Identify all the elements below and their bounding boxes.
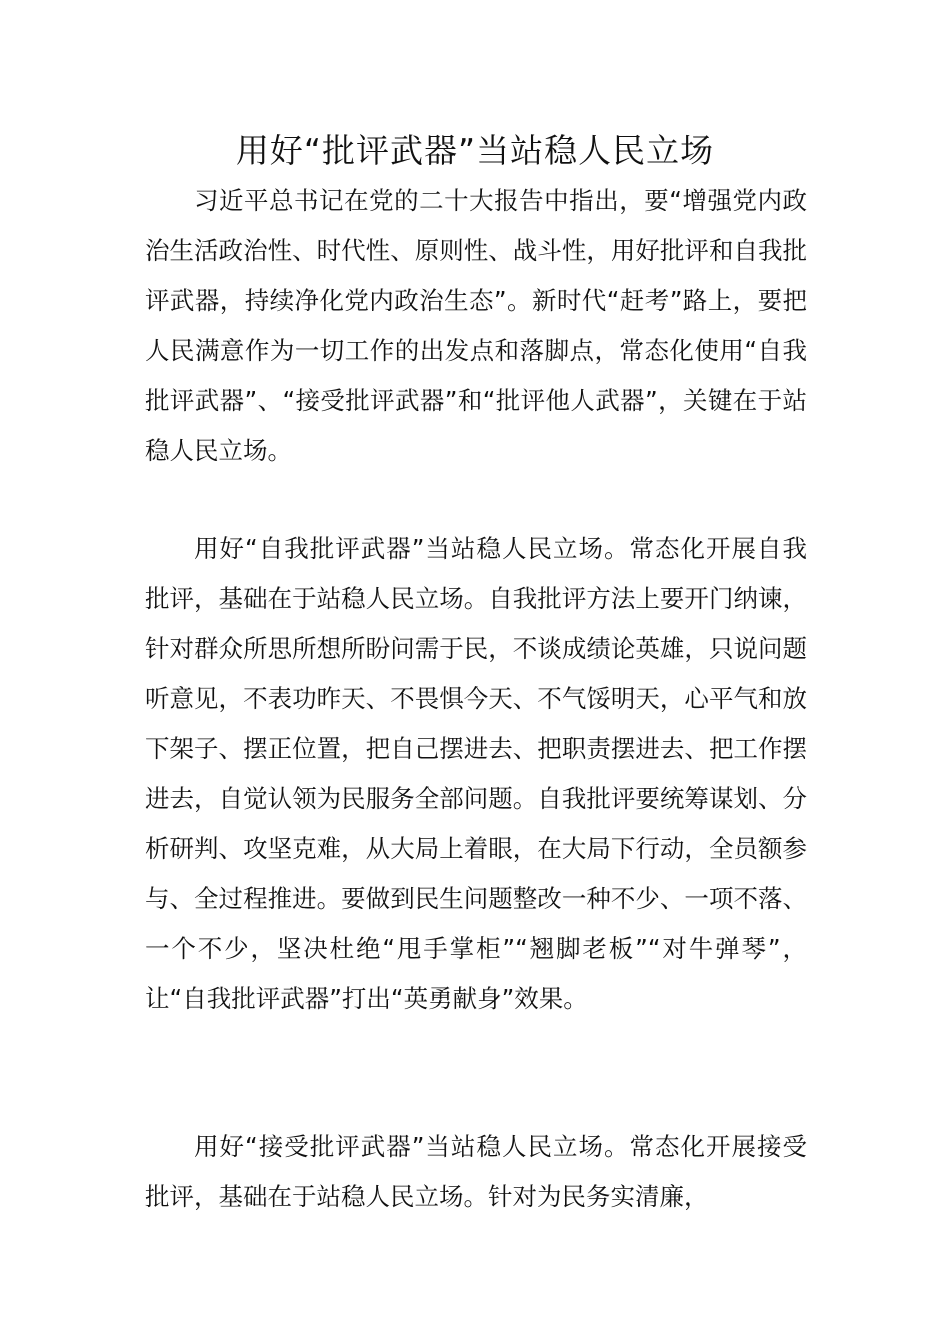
document-title: 用好“批评武器”当站稳人民立场 (235, 131, 715, 170)
paragraph-self-criticism: 用好“自我批评武器”当站稳人民立场。常态化开展自我批评，基础在于站稳人民立场。自我批评方法上要开门纳谏，针对群众所思所想所盼问需于民，不谈成绩论英雄，只说问题听意见，不表功昨天、不畏惧今天、不气馁明天，心平气和放下架子、摆正位置，把自己摆进去、把职责摆进去、把工作摆进去，自觉认领为民服务全部问题。自我批评要统筹谋划、分析研判、攻坚克难，从大局上着眼，在大局下行动，全员额参与、全过程推进。要做到民生问题整改一种不少、一项不落、一个不少，坚决杜绝“甩手掌柜”“翘脚老板”“对牛弹琴”，让“自我批评武器”打出“英勇献身”效果。 (145, 534, 807, 1013)
paragraph-accept-criticism: 用好“接受批评武器”当站稳人民立场。常态化开展接受批评，基础在于站稳人民立场。针对为民务实清廉， (145, 1132, 807, 1211)
paragraph-intro: 习近平总书记在党的二十大报告中指出，要“增强党内政治生活政治性、时代性、原则性、战斗性，用好批评和自我批评武器，持续净化党内政治生态”。新时代“赶考”路上，要把人民满意作为一切工作的出发点和落脚点，常态化使用“自我批评武器”、“接受批评武器”和“批评他人武器”，关键在于站稳人民立场。 (145, 186, 807, 465)
